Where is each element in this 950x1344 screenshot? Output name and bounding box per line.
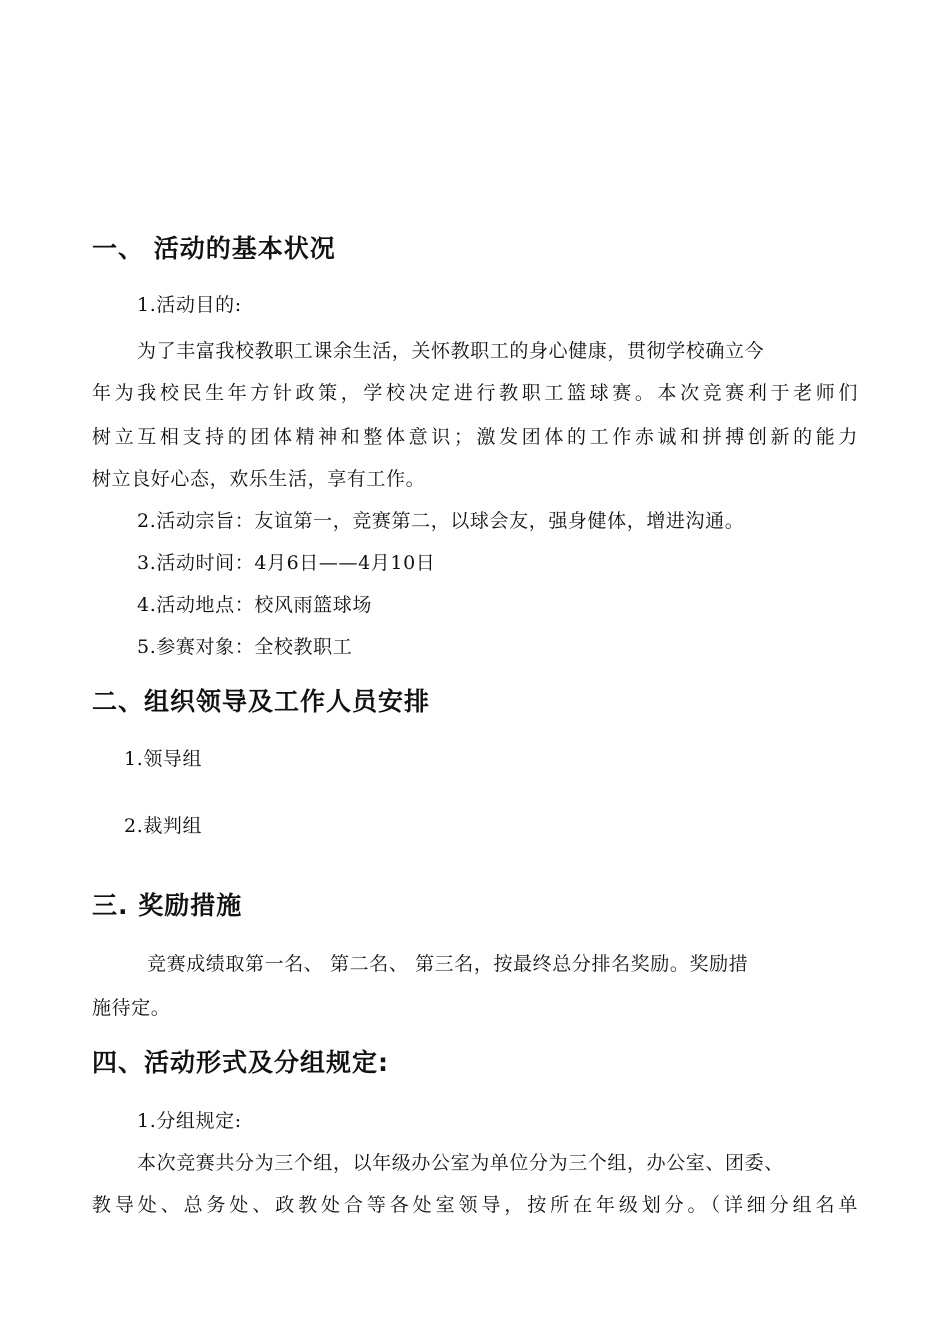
paragraph-line: 树立良好心态，欢乐生活，享有工作。 (92, 468, 426, 490)
paragraph-line: 竞赛成绩取第一名、 第二名、 第三名，按最终总分排名奖励。奖励措 (147, 953, 749, 975)
item-location: 4.活动地点：校风雨篮球场 (137, 594, 372, 616)
section-heading-organization: 二、组织领导及工作人员安排 (92, 687, 431, 716)
section-heading-rewards: 三. 奖励措施 (92, 891, 243, 920)
paragraph-line: 本次竞赛共分为三个组，以年级办公室为单位分为三个组，办公室、团委、 (137, 1152, 784, 1174)
paragraph-line: 教导处、总务处、政教处合等各处室领导，按所在年级划分。（详细分组名单 (92, 1194, 858, 1216)
paragraph-line: 树立互相支持的团体精神和整体意识；激发团体的工作赤诚和拼搏创新的能力 (92, 426, 858, 448)
item-purpose-label: 1.活动目的: (137, 294, 242, 316)
section-heading-basic-info: 一、 活动的基本状况 (92, 234, 336, 263)
section-heading-format: 四、活动形式及分组规定: (92, 1048, 389, 1077)
item-grouping-label: 1.分组规定: (137, 1110, 242, 1132)
item-purpose-motto: 2.活动宗旨：友谊第一，竞赛第二，以球会友，强身健体，增进沟通。 (137, 510, 745, 532)
item-leadership-group: 1.领导组 (124, 748, 203, 770)
paragraph-line: 施待定。 (92, 997, 171, 1019)
item-referee-group: 2.裁判组 (124, 815, 203, 837)
item-time: 3.活动时间：4月6日——4月10日 (137, 552, 436, 574)
paragraph-line: 为了丰富我校教职工课余生活，关怀教职工的身心健康，贯彻学校确立今 (137, 340, 765, 362)
item-participants: 5.参赛对象：全校教职工 (137, 636, 353, 658)
paragraph-line: 年为我校民生年方针政策，学校决定进行教职工篮球赛。本次竞赛利于老师们 (92, 382, 858, 404)
